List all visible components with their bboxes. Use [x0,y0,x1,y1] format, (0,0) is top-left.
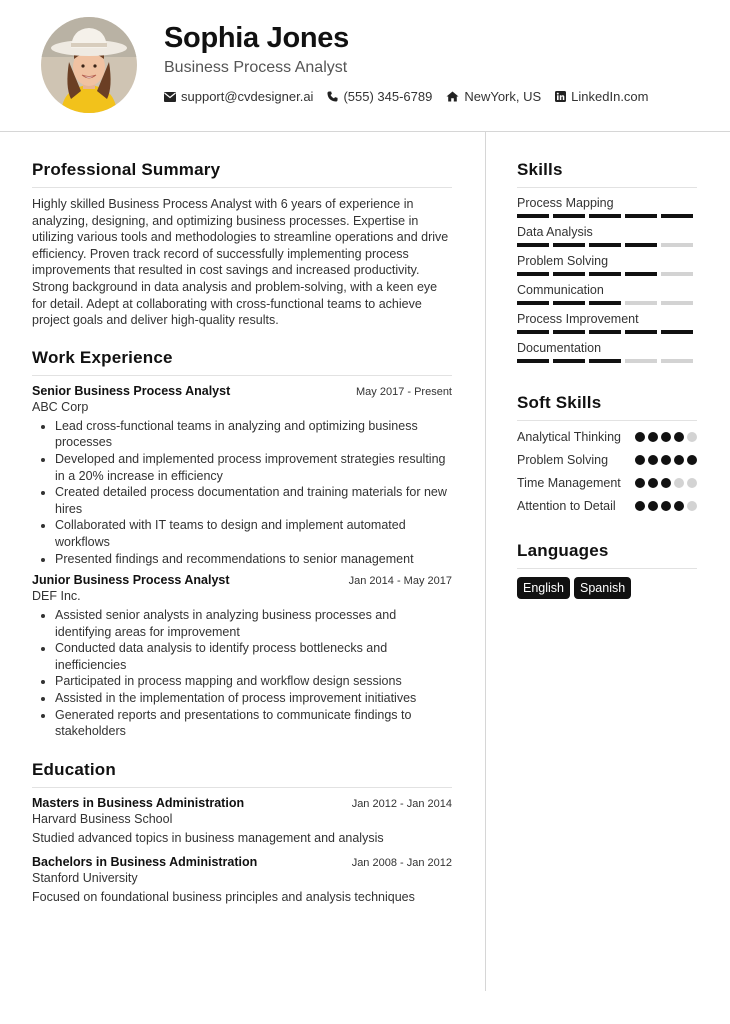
skill-level-bar [517,359,697,363]
side-column [517,160,697,599]
skill-level-segment [553,272,585,276]
soft-skills-section [517,393,697,515]
contact-email[interactable] [164,89,313,104]
skill-level-segment [661,243,693,247]
skill-level-bar [517,214,697,218]
skill-level-segment [517,301,549,305]
skill-level-bar [517,301,697,305]
summary-text: Highly skilled Business Process Analyst with 6 years of experience in analyzing, designing, and optimizing business processes. Expertise in utilizing various tools and methodologies to streamline operations and drive efficiency. Proven track record of successfully implementing process improvements that resulted in cost savings and increased productivity. Strong background in data analysis and problem-solving, with a keen eye for detail. Adept at collaborating with cross-functional teams to achieve project goals and deliver high-quality results. [32,197,449,328]
languages-section [517,541,697,599]
soft-skill-name: Analytical Thinking [517,430,621,444]
skills-heading: Skills [517,160,697,188]
skill-level-segment [553,359,585,363]
skill-name: Communication [517,283,604,297]
job-bullet: • Lead cross-functional teams in analyzing and optimizing business processes [55,418,452,451]
candidate-title: Business Process Analyst [164,59,348,76]
rating-dot [674,432,684,442]
job-bullet: • Collaborated with IT teams to design and implement automated workflows [55,517,452,550]
soft-skill-name: Attention to Detail [517,499,616,513]
rating-dot [661,478,671,488]
skill-item [517,225,697,247]
rating-dot [648,501,658,511]
job-bullet: • Generated reports and presentations to communicate findings to stakeholders [55,707,452,740]
skill-level-segment [661,359,693,363]
job-bullet: • Assisted in the implementation of process improvement initiatives [55,690,452,707]
job-bullet: • Assisted senior analysts in analyzing business processes and identifying areas for improvement [55,607,452,640]
contact-bar [164,89,663,104]
job-bullet: • Presented findings and recommendations to senior management [55,551,452,568]
rating-dot [648,432,658,442]
language-tags [517,577,697,599]
rating-dot [635,455,645,465]
job-company: DEF Inc. [32,589,81,604]
job-bullets [32,418,452,567]
job-bullets [32,607,452,740]
soft-skill-name: Time Management [517,476,621,490]
education-entry [32,855,452,904]
phone-icon [327,91,338,102]
skill-level-segment [625,214,657,218]
job-date: Jan 2014 - May 2017 [348,575,452,588]
experience-heading: Work Experience [32,348,452,376]
skill-level-segment [589,301,621,305]
contact-email-text: support@cvdesigner.ai [181,89,314,104]
main-column [32,160,452,910]
skill-item [517,341,697,363]
linkedin-icon [555,91,566,102]
job-bullet: • Conducted data analysis to identify process bottlenecks and inefficiencies [55,640,452,673]
job-bullet: • Participated in process mapping and workflow design sessions [55,673,452,690]
job-bullet: • Created detailed process documentation and training materials for new hires [55,484,452,517]
soft-skill-item [517,429,697,446]
skill-level-segment [625,359,657,363]
soft-skill-rating [635,501,697,511]
language-tag: English [517,577,570,599]
skill-level-segment [625,243,657,247]
skill-level-segment [553,243,585,247]
skill-name: Documentation [517,341,602,355]
avatar-illustration [41,17,137,113]
skill-level-bar [517,243,697,247]
contact-linkedin-text: LinkedIn.com [571,89,649,104]
candidate-name: Sophia Jones [164,22,349,54]
soft-skill-rating [635,455,697,465]
skill-name: Process Mapping [517,196,614,210]
soft-skill-item [517,498,697,515]
skill-item [517,196,697,218]
contact-location-text: NewYork, US [464,89,542,104]
skill-name: Problem Solving [517,254,609,268]
skill-level-segment [589,214,621,218]
education-description: Focused on foundational business principles and analysis techniques [32,889,415,904]
rating-dot [635,501,645,511]
rating-dot [687,432,697,442]
skills-list [517,196,697,363]
skill-level-bar [517,330,697,334]
job-company: ABC Corp [32,399,89,414]
education-date: Jan 2012 - Jan 2014 [351,797,452,810]
skill-level-segment [553,301,585,305]
job-bullet: • Developed and implemented process improvement strategies resulting in a 20% increase in efficiency [55,451,452,484]
resume-header [0,0,730,132]
education-description: Studied advanced topics in business management and analysis [32,830,384,845]
soft-skill-name: Problem Solving [517,453,609,467]
skill-item [517,254,697,276]
skill-name: Data Analysis [517,225,593,239]
skill-level-segment [517,330,549,334]
rating-dot [648,478,658,488]
rating-dot [674,455,684,465]
profile-photo [41,17,137,113]
education-school: Stanford University [32,870,138,885]
column-divider [485,131,486,991]
skill-level-segment [661,214,693,218]
skill-level-segment [589,359,621,363]
envelope-icon [164,92,176,102]
rating-dot [635,432,645,442]
summary-section [32,160,452,329]
skill-level-segment [661,330,693,334]
soft-skill-item [517,475,697,492]
language-tag: Spanish [574,577,631,599]
rating-dot [661,432,671,442]
rating-dot [635,478,645,488]
education-degree: Masters in Business Administration [32,795,245,810]
skill-level-segment [625,301,657,305]
job-role: Junior Business Process Analyst [32,573,230,588]
job-role: Senior Business Process Analyst [32,383,231,398]
education-heading: Education [32,760,452,788]
skill-level-segment [517,359,549,363]
skill-item [517,312,697,334]
education-section [32,760,452,904]
contact-phone[interactable] [327,89,432,104]
skill-level-segment [625,330,657,334]
skill-level-segment [517,214,549,218]
soft-skill-item [517,452,697,469]
summary-heading: Professional Summary [32,160,452,188]
skill-name: Process Improvement [517,312,639,326]
skill-level-segment [589,243,621,247]
soft-skills-list [517,429,697,515]
education-school: Harvard Business School [32,811,173,826]
contact-location [446,89,541,104]
skill-item [517,283,697,305]
home-icon [446,91,459,102]
skill-level-segment [553,214,585,218]
rating-dot [648,455,658,465]
education-date: Jan 2008 - Jan 2012 [351,856,452,869]
skill-level-segment [625,272,657,276]
contact-phone-text: (555) 345-6789 [343,89,433,104]
education-entry [32,796,452,845]
soft-skill-rating [635,478,697,488]
rating-dot [687,455,697,465]
skill-level-segment [589,330,621,334]
skill-level-bar [517,272,697,276]
skill-level-segment [517,243,549,247]
skill-level-segment [589,272,621,276]
rating-dot [687,501,697,511]
skill-level-segment [661,272,693,276]
contact-linkedin[interactable] [555,89,648,104]
skills-section [517,160,697,363]
skill-level-segment [517,272,549,276]
rating-dot [661,455,671,465]
job-entry [32,384,452,567]
education-degree: Bachelors in Business Administration [32,854,258,869]
skill-level-segment [661,301,693,305]
languages-heading: Languages [517,541,697,569]
soft-skill-rating [635,432,697,442]
skill-level-segment [553,330,585,334]
experience-section [32,348,452,740]
rating-dot [687,478,697,488]
rating-dot [674,501,684,511]
rating-dot [661,501,671,511]
soft-skills-heading: Soft Skills [517,393,697,421]
job-date: May 2017 - Present [356,385,452,398]
rating-dot [674,478,684,488]
job-entry [32,573,452,740]
